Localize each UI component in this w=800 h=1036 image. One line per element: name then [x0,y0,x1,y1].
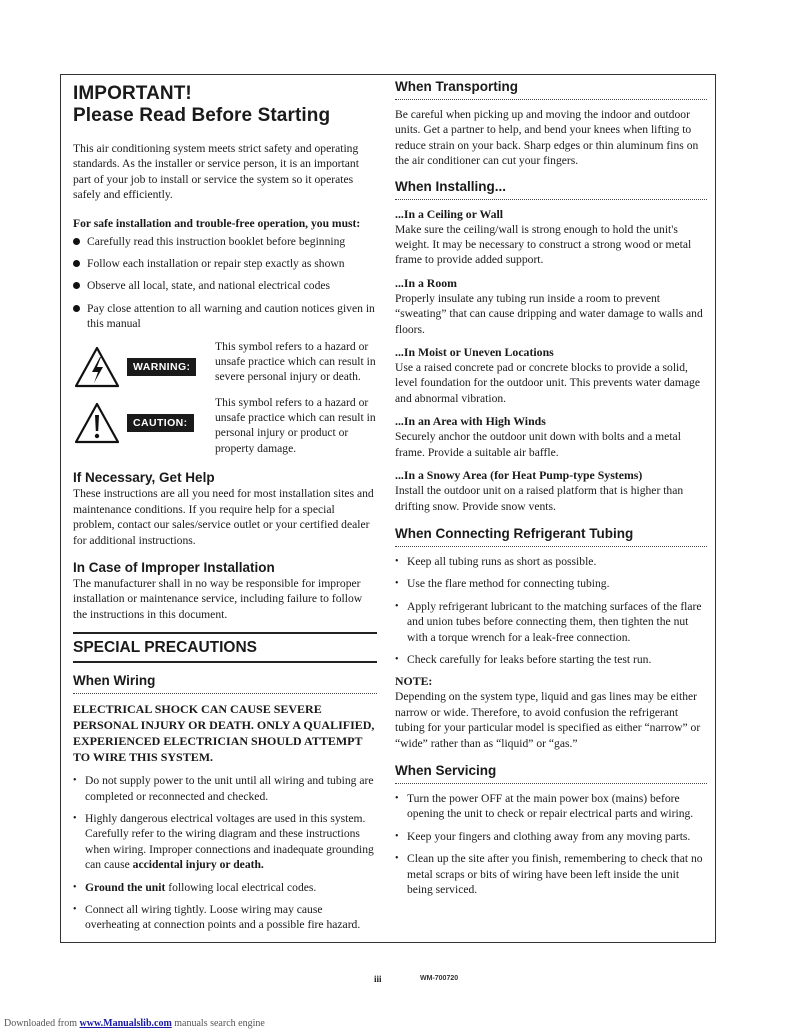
transport-heading: When Transporting [395,79,707,100]
installing-item: ...In a Ceiling or Wall Make sure the ceiling/wall is strong enough to hold the unit's weight. It may be necessary to construct a strong wood or metal frame to provide added support. [395,206,692,267]
bullet-icon [73,282,80,289]
warning-label: WARNING: [127,358,196,376]
important-box [60,74,716,943]
improper-heading: In Case of Improper Installation [73,559,275,575]
wiring-heading: When Wiring [73,673,377,694]
wiring-warning: ELECTRICAL SHOCK CAN CAUSE SEVERE PERSONAL INJURY OR DEATH. ONLY A QUALIFIED, EXPERIENCED ELECTRICIAN SHOULD ATTEMPT TO WIRE THIS SYSTEM. [73,702,375,765]
improper-body: The manufacturer shall in no way be responsible for improper installation or maintenance service, including failure to follow the instructions in this document. [73,576,363,621]
list-item: • Check carefully for leaks before starting the test run. [395,652,707,667]
servicing-heading: When Servicing [395,763,707,784]
installing-heading: When Installing... [395,179,707,200]
list-item: • Turn the power OFF at the main power box (mains) before opening the unit to check or repair electrical parts and wiring. [395,791,707,822]
list-item: • Highly dangerous electrical voltages are used in this system. Carefully refer to the wiring diagram and these instructions when wiring. Improper connections and inadequate grounding can cause accidental injury or death. [73,811,377,873]
page-title [73,83,377,127]
special-precautions-heading: SPECIAL PRECAUTIONS [73,632,377,663]
list-item: • Clean up the site after you finish, remembering to check that no metal scraps or bits of wiring have been left inside the unit being serviced. [395,851,707,897]
tubing-heading: When Connecting Refrigerant Tubing [395,526,707,547]
list-item: • Ground the unit following local electrical codes. [73,880,377,895]
list-item: • Do not supply power to the unit until all wiring and tubing are completed or reconnected and checked. [73,773,377,804]
bullet-icon [73,238,80,245]
list-item: • Use the flare method for connecting tubing. [395,576,707,591]
note-body: Depending on the system type, liquid and gas lines may be either narrow or wide. Therefore, to avoid confusion the refrigerant tubing for your particular model is specified as either “narrow” or “wide” rather than as “liquid” or “gas.” [395,690,701,750]
warning-symbol-row [73,339,377,389]
transport-body: Be careful when picking up and moving the indoor and outdoor units. Get a partner to help, and bend your knees when lifting to reduce strain on your back. Sharp edges or thin aluminum fins on the air conditioner can cut your fingers. [395,108,699,168]
list-item: Observe all local, state, and national electrical codes [73,278,377,293]
installing-item: ...In an Area with High Winds Securely anchor the outdoor unit down with bolts and a metal frame. Provide a suitable air baffle. [395,414,681,459]
installing-item: ...In a Snowy Area (for Heat Pump-type Systems) Install the outdoor unit on a raised platform that is higher than drifting snow. Provide snow vents. [395,468,684,513]
title-line-2: Please Read Before Starting [73,105,331,126]
right-column [395,79,707,904]
wiring-list [73,773,377,933]
intro-paragraph: This air conditioning system meets strict safety and operating standards. As the installer or service person, it is an important part of your job to install or service the system so it operates safely and efficiently. [73,142,359,202]
tubing-list [395,554,707,667]
exclamation-triangle-icon [73,401,121,445]
list-item: Follow each installation or repair step exactly as shown [73,256,377,271]
list-item: Carefully read this instruction booklet before beginning [73,234,377,249]
list-item: • Connect all wiring tightly. Loose wiring may cause overheating at connection points and a possible fire hazard. [73,902,377,933]
caution-label: CAUTION: [127,414,194,432]
page-number: iii [374,974,382,984]
must-list [73,234,377,332]
must-lead: For safe installation and trouble-free operation, you must: [73,216,361,230]
installing-item: ...In Moist or Uneven Locations Use a raised concrete pad or concrete blocks to provide a solid, level foundation for the outdoor unit. This prevents water damage and abnormal vibration. [395,345,701,405]
left-column [73,83,377,940]
document-code: WM-700720 [420,975,459,982]
title-line-1: IMPORTANT! [73,83,192,104]
warning-description: This symbol refers to a hazard or unsafe practice which can result in severe personal injury or death. [215,339,376,384]
lightning-hazard-triangle-icon [73,345,121,389]
manualslib-link[interactable]: www.Manualslib.com [79,1018,172,1029]
installing-item: ...In a Room Properly insulate any tubing run inside a room to prevent “sweating” that can cause dripping and water damage to walls and floors. [395,275,703,336]
help-heading: If Necessary, Get Help [73,470,215,486]
list-item: • Keep all tubing runs as short as possible. [395,554,707,569]
caution-description: This symbol refers to a hazard or unsafe practice which can result in personal injury or product or property damage. [215,395,376,455]
bullet-icon [73,260,80,267]
note-label: NOTE: [395,674,433,689]
list-item: Pay close attention to all warning and caution notices given in this manual [73,301,377,332]
servicing-list [395,791,707,897]
download-attribution: Downloaded from www.Manualslib.com manuals search engine [4,1018,265,1029]
list-item: • Apply refrigerant lubricant to the matching surfaces of the flare and union tubes before connecting them, then tighten the nut with a torque wrench for a leak-free connection. [395,599,707,645]
list-item: • Keep your fingers and clothing away from any moving parts. [395,829,707,844]
help-body: These instructions are all you need for most installation sites and maintenance conditions. If you require help for a special problem, contact our sales/service outlet or your certified dealer for additional instructions. [73,487,374,547]
bullet-icon [73,305,80,312]
caution-symbol-row [73,395,377,457]
